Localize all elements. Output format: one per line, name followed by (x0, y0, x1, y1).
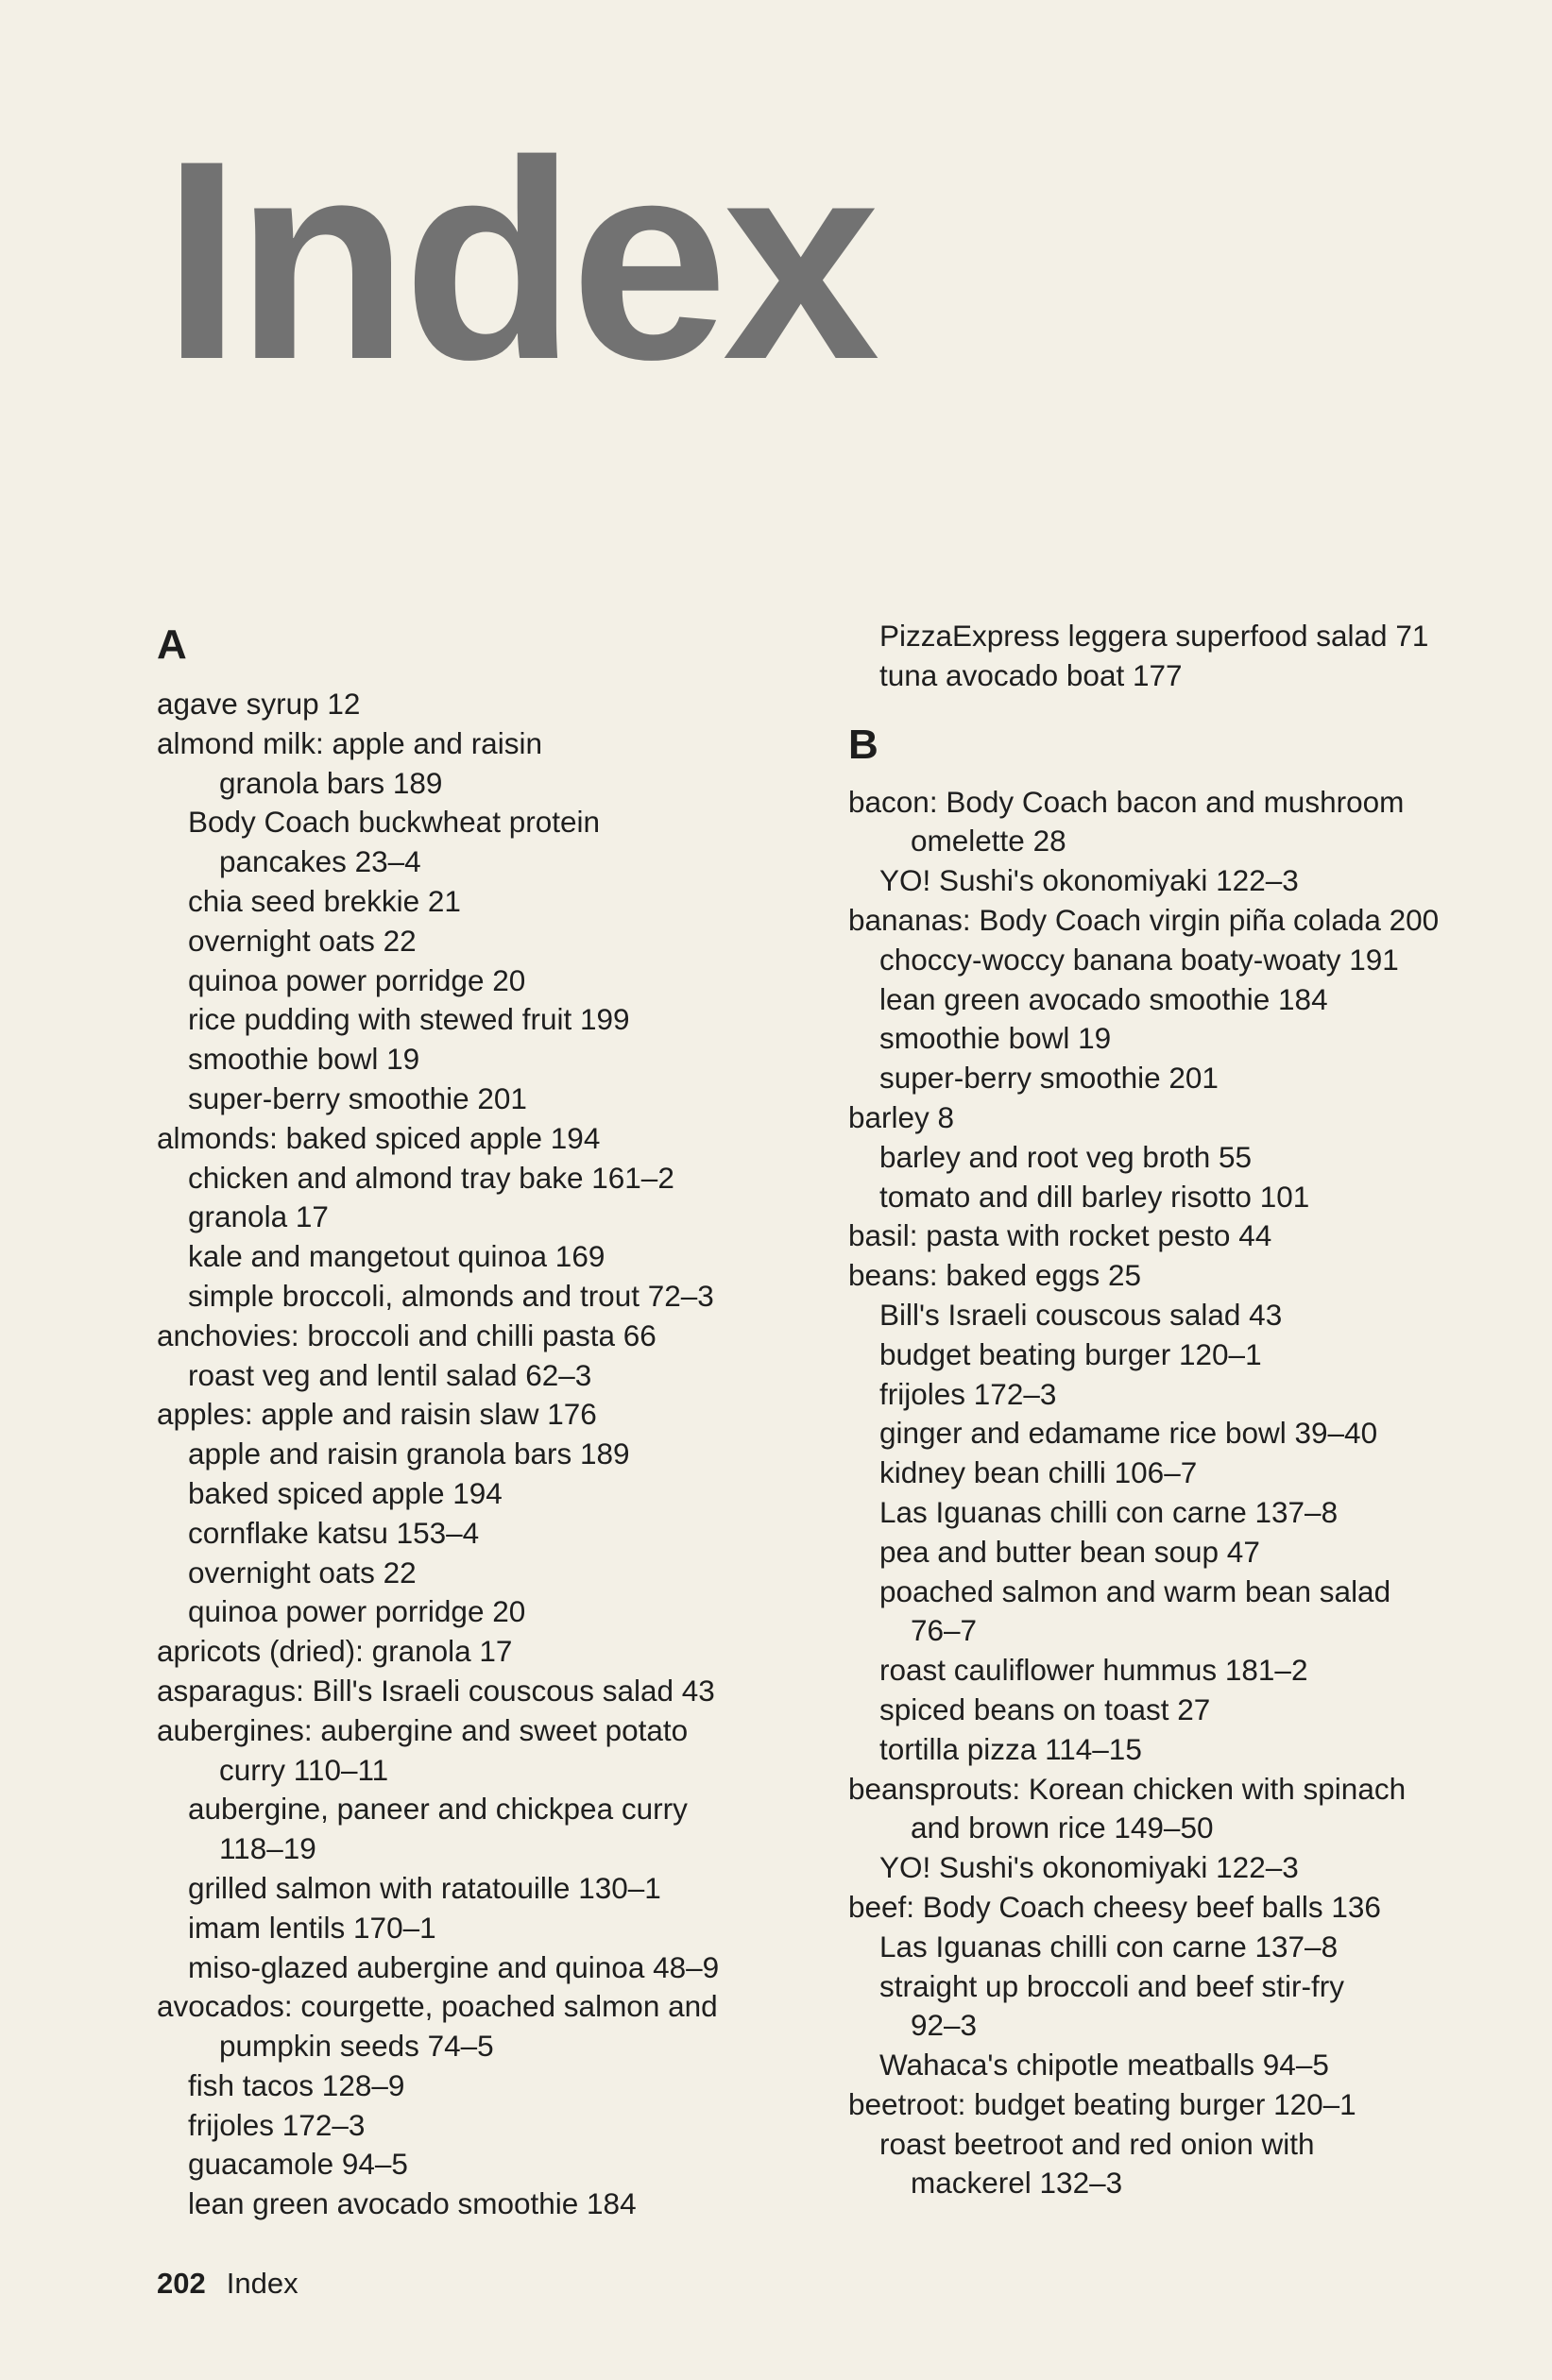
index-column-right (848, 609, 1528, 2203)
index-subentry: cornflake katsu 153–4 (188, 1515, 480, 1550)
index-subentry: spiced beans on toast 27 (879, 1692, 1211, 1726)
index-subentry: Wahaca's chipotle meatballs 94–5 (879, 2048, 1329, 2082)
index-entry: aubergines: aubergine and sweet potato (157, 1712, 689, 1747)
index-entry-continuation: 92–3 (911, 2008, 978, 2043)
index-entry-continuation: 118–19 (219, 1831, 316, 1866)
index-subentry: choccy-woccy banana boaty-woaty 191 (879, 942, 1399, 977)
index-subentry: baked spiced apple 194 (188, 1475, 503, 1510)
index-subentry: poached salmon and warm bean salad (879, 1573, 1391, 1608)
index-subentry: YO! Sushi's okonomiyaki 122–3 (879, 1850, 1299, 1885)
index-subentry: budget beating burger 120–1 (879, 1336, 1262, 1371)
index-subentry: PizzaExpress leggera superfood salad 71 (879, 619, 1429, 653)
index-subentry: frijoles 172–3 (188, 2107, 366, 2142)
entry-list-b (848, 783, 1528, 2204)
index-subentry: super-berry smoothie 201 (188, 1080, 527, 1115)
entry-list-a (157, 685, 846, 2224)
index-entry: asparagus: Bill's Israeli couscous salad 43 (157, 1673, 715, 1708)
index-subentry: overnight oats 22 (188, 923, 417, 958)
index-subentry: grilled salmon with ratatouille 130–1 (188, 1870, 661, 1905)
index-entry: bananas: Body Coach virgin piña colada 200 (848, 902, 1440, 937)
index-entry-continuation: granola bars 189 (219, 765, 443, 800)
index-subentry: Bill's Israeli couscous salad 43 (879, 1297, 1283, 1332)
index-entry: beef: Body Coach cheesy beef balls 136 (848, 1889, 1381, 1924)
index-entry: almonds: baked spiced apple 194 (157, 1120, 601, 1155)
index-subentry: tomato and dill barley risotto 101 (879, 1179, 1310, 1214)
entry-list-a-continued (848, 617, 1528, 696)
index-subentry: frijoles 172–3 (879, 1376, 1057, 1411)
index-subentry: tortilla pizza 114–15 (879, 1731, 1142, 1766)
index-entry: anchovies: broccoli and chilli pasta 66 (157, 1318, 657, 1352)
index-subentry: straight up broccoli and beef stir-fry (879, 1968, 1344, 2003)
index-subentry: smoothie bowl 19 (188, 1042, 420, 1077)
index-subentry: pea and butter bean soup 47 (879, 1534, 1260, 1569)
index-entry-continuation: 76–7 (911, 1613, 978, 1648)
index-subentry: fish tacos 128–9 (188, 2067, 405, 2102)
index-entry: beans: baked eggs 25 (848, 1258, 1142, 1293)
index-entry: agave syrup 12 (157, 687, 361, 721)
index-entry-continuation: pancakes 23–4 (219, 844, 421, 879)
index-subentry: roast veg and lentil salad 62–3 (188, 1357, 592, 1392)
index-column-left (157, 609, 846, 2224)
index-subentry: kidney bean chilli 106–7 (879, 1455, 1198, 1490)
index-subentry: aubergine, paneer and chickpea curry (188, 1792, 688, 1827)
index-subentry: quinoa power porridge 20 (188, 1594, 526, 1629)
index-entry: almond milk: apple and raisin (157, 725, 542, 760)
page-footer (157, 2265, 298, 2303)
index-subentry: guacamole 94–5 (188, 2147, 408, 2182)
index-entry-continuation: pumpkin seeds 74–5 (219, 2029, 494, 2064)
index-subentry: rice pudding with stewed fruit 199 (188, 1002, 630, 1037)
index-subentry: lean green avocado smoothie 184 (188, 2186, 637, 2221)
index-subentry: granola 17 (188, 1199, 329, 1234)
index-entry: beansprouts: Korean chicken with spinach (848, 1771, 1407, 1806)
page-title: Index (162, 101, 875, 418)
index-subentry: simple broccoli, almonds and trout 72–3 (188, 1278, 714, 1313)
index-entry: basil: pasta with rocket pesto 44 (848, 1218, 1272, 1253)
index-entry-continuation: curry 110–11 (219, 1752, 389, 1787)
index-subentry: Las Iguanas chilli con carne 137–8 (879, 1929, 1339, 1964)
index-entry: apricots (dried): granola 17 (157, 1634, 513, 1669)
index-subentry: quinoa power porridge 20 (188, 962, 526, 997)
index-subentry: chia seed brekkie 21 (188, 883, 461, 918)
index-subentry: super-berry smoothie 201 (879, 1061, 1219, 1096)
index-entry: barley 8 (848, 1099, 955, 1134)
index-subentry: roast beetroot and red onion with (879, 2126, 1315, 2161)
index-subentry: miso-glazed aubergine and quinoa 48–9 (188, 1949, 720, 1984)
index-entry: avocados: courgette, poached salmon and (157, 1989, 718, 2024)
index-subentry: smoothie bowl 19 (879, 1021, 1112, 1056)
index-subentry: Body Coach buckwheat protein (188, 805, 601, 840)
index-subentry: Las Iguanas chilli con carne 137–8 (879, 1494, 1339, 1529)
index-subentry: imam lentils 170–1 (188, 1910, 436, 1945)
section-letter-a: A (157, 621, 187, 668)
index-subentry: chicken and almond tray bake 161–2 (188, 1160, 674, 1195)
index-entry-continuation: mackerel 132–3 (911, 2166, 1123, 2201)
index-subentry: ginger and edamame rice bowl 39–40 (879, 1416, 1378, 1451)
index-subentry: kale and mangetout quinoa 169 (188, 1239, 605, 1274)
index-subentry: roast cauliflower hummus 181–2 (879, 1653, 1308, 1688)
page-number: 202 (157, 2267, 206, 2300)
index-entry-continuation: and brown rice 149–50 (911, 1810, 1214, 1845)
index-subentry: lean green avocado smoothie 184 (879, 981, 1328, 1016)
index-subentry: apple and raisin granola bars 189 (188, 1436, 630, 1471)
index-subentry: overnight oats 22 (188, 1555, 417, 1590)
index-subentry: YO! Sushi's okonomiyaki 122–3 (879, 863, 1299, 898)
section-letter-b: B (848, 721, 878, 768)
index-entry-continuation: omelette 28 (911, 824, 1066, 858)
index-subentry: barley and root veg broth 55 (879, 1139, 1253, 1174)
index-entry: beetroot: budget beating burger 120–1 (848, 2086, 1356, 2121)
running-footer-section: Index (226, 2267, 298, 2300)
index-entry: apples: apple and raisin slaw 176 (157, 1397, 597, 1432)
index-entry: bacon: Body Coach bacon and mushroom (848, 784, 1405, 819)
index-subentry: tuna avocado boat 177 (879, 657, 1183, 692)
